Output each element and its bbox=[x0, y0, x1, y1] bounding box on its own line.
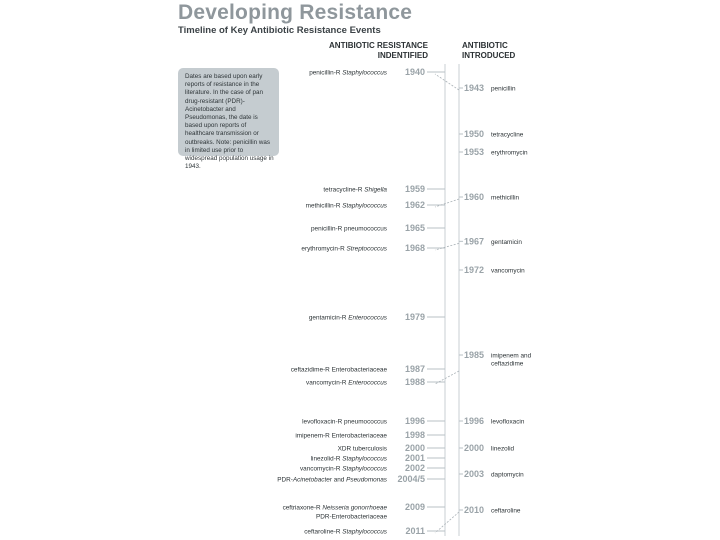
introduced-year-label: 2000 bbox=[464, 443, 485, 453]
introduced-year-label: 1953 bbox=[464, 147, 485, 157]
introduced-event-label: erythromycin bbox=[491, 149, 528, 157]
resistance-year-label: 1979 bbox=[404, 312, 425, 322]
resistance-event-label: tetracycline-R Shigella bbox=[323, 186, 387, 194]
introduced-year-label: 1972 bbox=[464, 265, 485, 275]
introduced-event-label: tetracycline bbox=[491, 131, 524, 139]
timeline-connector bbox=[435, 74, 459, 90]
resistance-year-label: 2009 bbox=[404, 502, 425, 512]
resistance-year-label: 2011 bbox=[405, 526, 425, 536]
resistance-event-label: vancomycin-R Enterococcus bbox=[306, 379, 387, 387]
resistance-year-label: 1987 bbox=[404, 364, 425, 374]
chart-title: Developing Resistance bbox=[178, 1, 413, 24]
introduced-event-label: penicillin bbox=[491, 85, 516, 93]
introduced-header-line2: INTRODUCED bbox=[462, 51, 516, 60]
resistance-year-label: 1959 bbox=[404, 184, 425, 194]
introduced-event-label: daptomycin bbox=[491, 471, 524, 479]
resistance-event-label: penicillin-R pneumococcus bbox=[310, 225, 387, 233]
resistance-event-label: erythromycin-R Streptococcus bbox=[301, 245, 387, 253]
resistance-event-label: gentamicin-R Enterococcus bbox=[308, 314, 387, 322]
resistance-event-label: XDR tuberculosis bbox=[337, 445, 387, 453]
resistance-year-label: 2001 bbox=[404, 453, 425, 463]
resistance-year-label: 2000 bbox=[404, 443, 425, 453]
resistance-event-label: linezolid-R Staphylococcus bbox=[310, 455, 387, 463]
introduced-event-label: gentamicin bbox=[491, 238, 522, 246]
timeline-connector bbox=[435, 199, 459, 207]
introduced-year-label: 2010 bbox=[464, 505, 485, 515]
timeline-connector bbox=[435, 512, 459, 533]
resistance-event-label: penicillin-R Staphylococcus bbox=[309, 69, 387, 77]
resistance-year-label: 1968 bbox=[404, 243, 425, 253]
introduced-event-label: methicillin bbox=[491, 194, 520, 202]
resistance-header-line2: INDENTIFIED bbox=[377, 51, 428, 60]
introduced-event-label: ceftaroline bbox=[491, 507, 521, 515]
introduced-header-line1: ANTIBIOTIC bbox=[462, 41, 508, 50]
introduced-event-label: vancomycin bbox=[491, 267, 525, 275]
resistance-event-label: ceftriaxone-R Neisseria gonorrhoeae bbox=[282, 504, 387, 512]
introduced-event-label: imipenem and bbox=[491, 352, 532, 360]
resistance-year-label: 1996 bbox=[404, 416, 425, 426]
introduced-event-label: linezolid bbox=[491, 445, 515, 453]
introduced-event-label: ceftazidime bbox=[491, 360, 524, 368]
introduced-year-label: 1996 bbox=[464, 416, 485, 426]
introduced-year-label: 1967 bbox=[464, 236, 485, 247]
resistance-event-label: methicillin-R Staphylococcus bbox=[305, 202, 387, 210]
resistance-event-label: imipenem-R Enterobacteriaceae bbox=[295, 432, 387, 440]
resistance-header-line1: ANTIBIOTIC RESISTANCE bbox=[329, 41, 428, 50]
resistance-year-label: 1988 bbox=[404, 377, 425, 387]
resistance-year-label: 1965 bbox=[404, 223, 425, 233]
introduced-year-label: 1943 bbox=[464, 83, 485, 93]
resistance-event-label: ceftazidime-R Enterobacteriaceae bbox=[290, 366, 387, 374]
resistance-event-label: ceftaroline-R Staphylococcus bbox=[304, 528, 387, 536]
resistance-event-label: vancomycin-R Staphylococcus bbox=[299, 465, 387, 473]
note-text: Dates are based upon early reports of resistance in the literature. In the case of pan drug-resistant (PDR)-Acinetobacter and Pseudomonas, the date is based upon reports of healthcare transmission or outbreaks. Note: penicillin was in limited use prior to widespread population usage in 1943. bbox=[185, 73, 274, 171]
introduced-year-label: 1985 bbox=[464, 350, 485, 360]
resistance-event-label: PDR-Enterobacteriaceae bbox=[315, 513, 387, 521]
introduced-year-label: 1950 bbox=[464, 129, 485, 139]
resistance-year-label: 2002 bbox=[404, 463, 425, 473]
resistance-event-label: levofloxacin-R pneumococcus bbox=[302, 418, 387, 426]
resistance-year-label: 2004/5 bbox=[397, 474, 425, 484]
introduced-event-label: levofloxacin bbox=[491, 418, 525, 426]
resistance-year-label: 1940 bbox=[404, 67, 425, 77]
resistance-year-label: 1962 bbox=[404, 200, 425, 210]
chart-subtitle: Timeline of Key Antibiotic Resistance Events bbox=[178, 25, 381, 36]
resistance-year-label: 1998 bbox=[404, 430, 425, 440]
timeline-connector bbox=[435, 243, 459, 250]
introduced-year-label: 2003 bbox=[464, 469, 485, 479]
introduced-year-label: 1960 bbox=[464, 192, 485, 202]
resistance-event-label: PDR-Acinetobacter and Pseudomonas bbox=[277, 476, 387, 484]
